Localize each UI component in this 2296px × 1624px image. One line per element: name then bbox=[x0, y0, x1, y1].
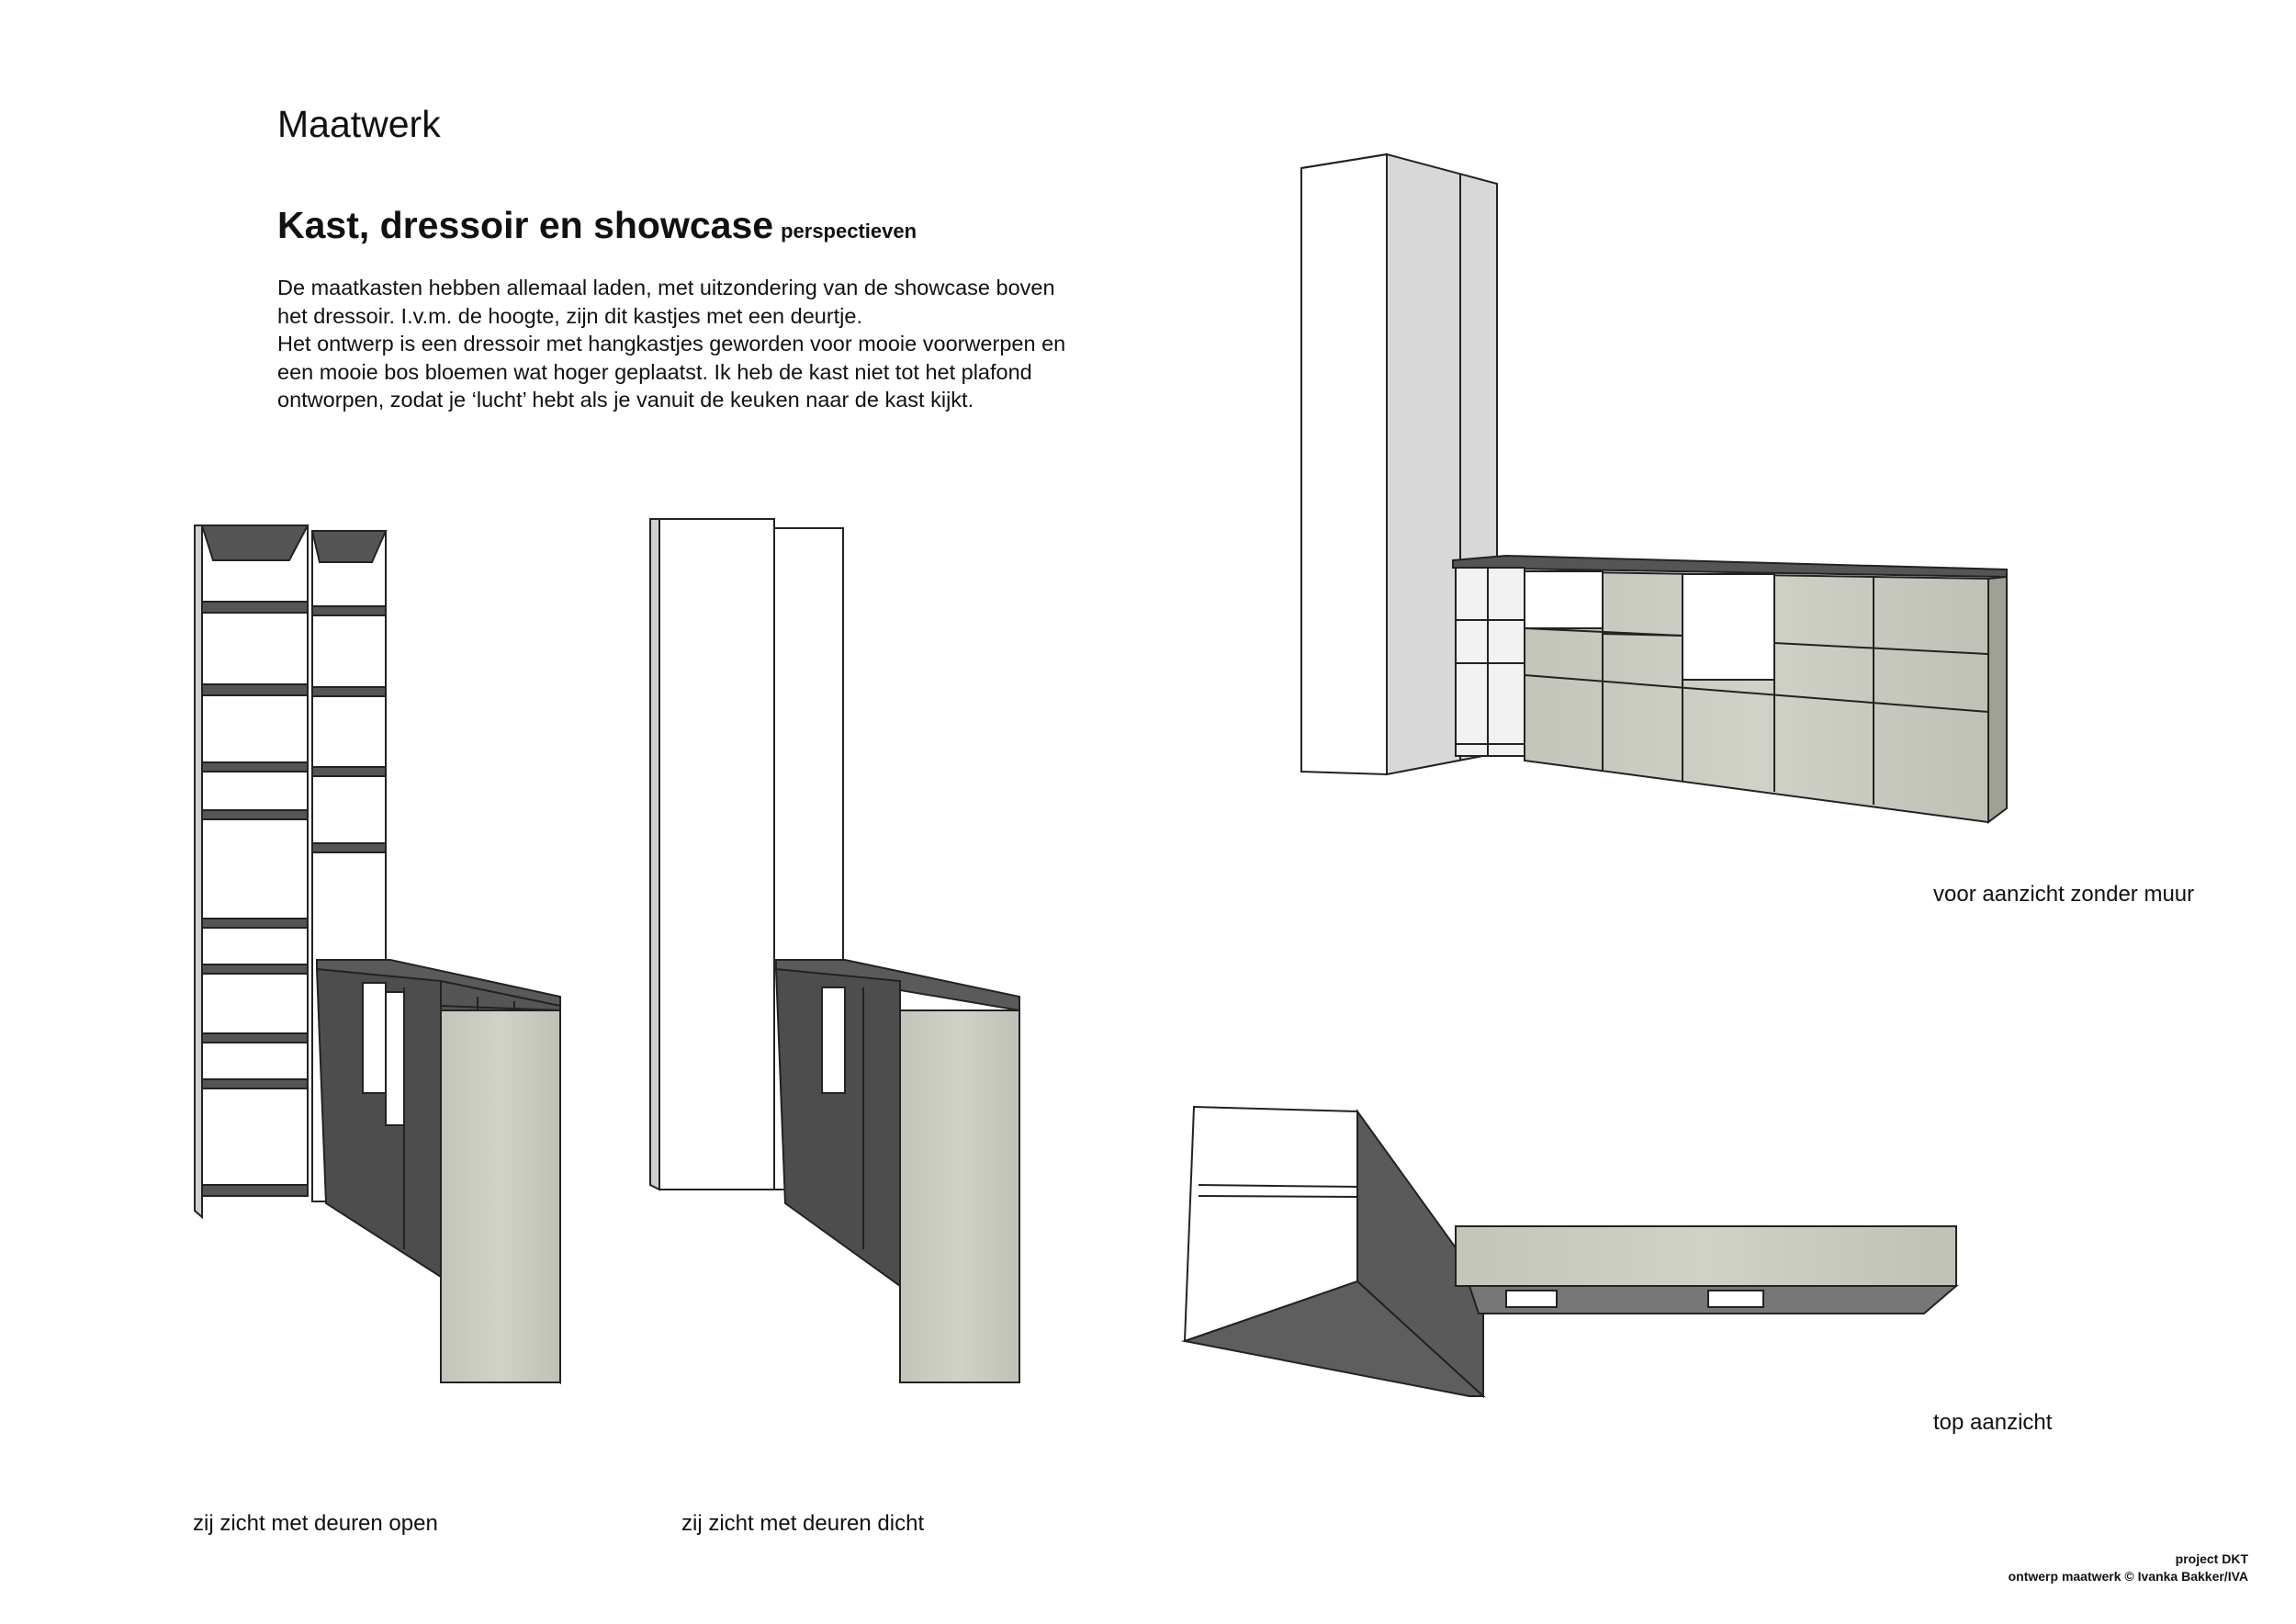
side-view-open-drawing bbox=[195, 525, 560, 1382]
description-line: het dressoir. I.v.m. de hoogte, zijn dit kastjes met een deurtje. bbox=[277, 303, 863, 328]
side-view-closed-drawing bbox=[650, 519, 1019, 1382]
dresser-wood-side-closed bbox=[900, 1010, 1019, 1382]
caption-side-closed: zij zicht met deuren dicht bbox=[681, 1511, 925, 1536]
front-view-drawing bbox=[1301, 154, 2007, 822]
tall-cabinet-side bbox=[1301, 154, 1387, 774]
subtitle-text: Kast, dressoir en showcase bbox=[277, 204, 774, 246]
top-view-drawing bbox=[1185, 1107, 1956, 1396]
description-line: ontworpen, zodat je ‘lucht’ hebt als je vanuit de keuken naar de kast kijkt. bbox=[277, 388, 974, 412]
caption-side-open: zij zicht met deuren open bbox=[193, 1511, 438, 1536]
description-line: Het ontwerp is een dressoir met hangkastjes geworden voor mooie voorwerpen en bbox=[277, 332, 1066, 355]
caption-front-view: voor aanzicht zonder muur bbox=[1933, 882, 2195, 907]
page-title: Maatwerk bbox=[277, 103, 441, 145]
footer-credit: ontwerp maatwerk © Ivanka Bakker/IVA bbox=[2008, 1569, 2248, 1584]
caption-top-view: top aanzicht bbox=[1933, 1410, 2053, 1435]
dresser-wood-side bbox=[441, 1010, 560, 1382]
open-shelving-left bbox=[202, 525, 308, 1196]
dresser-top-wood bbox=[1456, 1226, 1956, 1286]
footer bbox=[2009, 1551, 2248, 1585]
closed-cabinet-left bbox=[659, 519, 774, 1190]
footer-project: project DKT bbox=[2175, 1551, 2248, 1566]
description-line: een mooie bos bloemen wat hoger geplaatst. Ik heb de kast niet tot het plafond bbox=[277, 359, 1032, 384]
open-shelves bbox=[1456, 568, 1525, 756]
subtitle-note: perspectieven bbox=[781, 220, 917, 242]
description-line: De maatkasten hebben allemaal laden, met uitzondering van de showcase boven bbox=[277, 276, 1055, 299]
